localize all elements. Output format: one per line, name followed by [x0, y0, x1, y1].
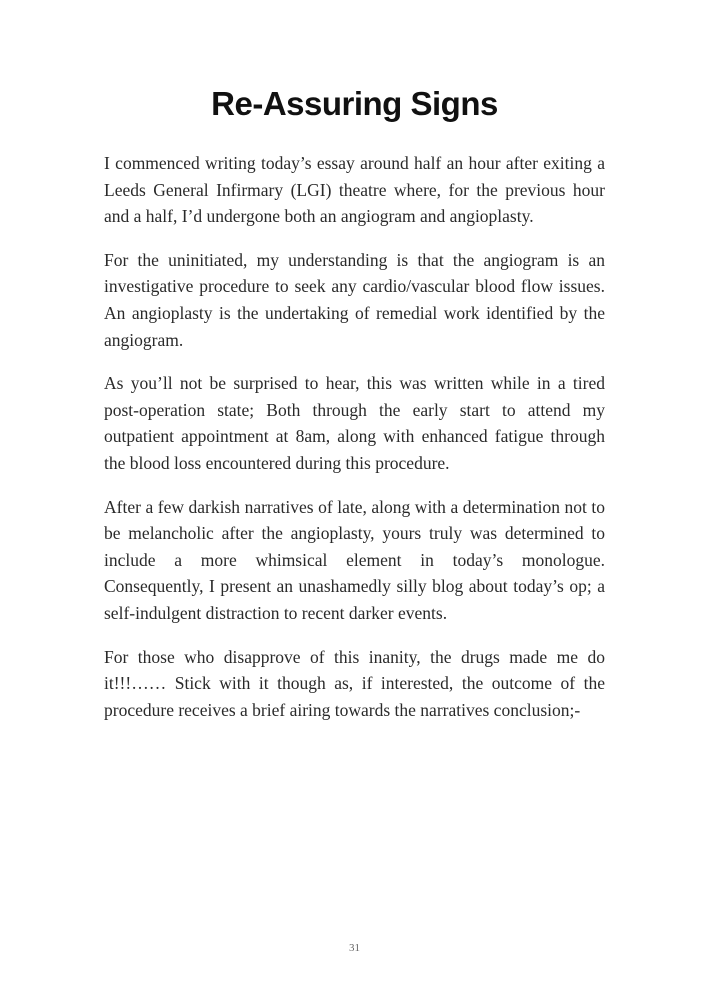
paragraph-1: I commenced writing today’s essay around half an hour after exiting a Leeds General Infirmary (LGI) theatre where, for the previous hour and a half, I’d undergone both an angiogram and angioplasty.	[104, 153, 605, 227]
paragraph-5: For those who disapprove of this inanity, the drugs made me do it!!!…… Stick with it though as, if interested, the outcome of the procedure receives a brief airing towards the narratives conclusion;-	[104, 646, 605, 720]
paragraph-4: After a few darkish narratives of late, along with a determination not to be melancholic after the angioplasty, yours truly was determined to include a more whimsical element in today’s monologue. Consequently, I present an unashamedly silly blog about today’s op; a self-indulgent distraction to recent darker events.	[104, 496, 605, 623]
paragraph-2: For the uninitiated, my understanding is that the angiogram is an investigative procedure to seek any cardio/vascular blood flow issues. An angioplasty is the undertaking of remedial work identified by the angiogram.	[104, 249, 605, 350]
paragraph-3: As you’ll not be surprised to hear, this was written while in a tired post-operation state; Both through the early start to attend my outpatient appointment at 8am, along with enhanced fatigue through the blood loss encountered during this procedure.	[104, 373, 605, 473]
page-title: Re-Assuring Signs	[211, 85, 498, 122]
page-number: 31	[349, 942, 360, 954]
body-text	[104, 150, 605, 740]
